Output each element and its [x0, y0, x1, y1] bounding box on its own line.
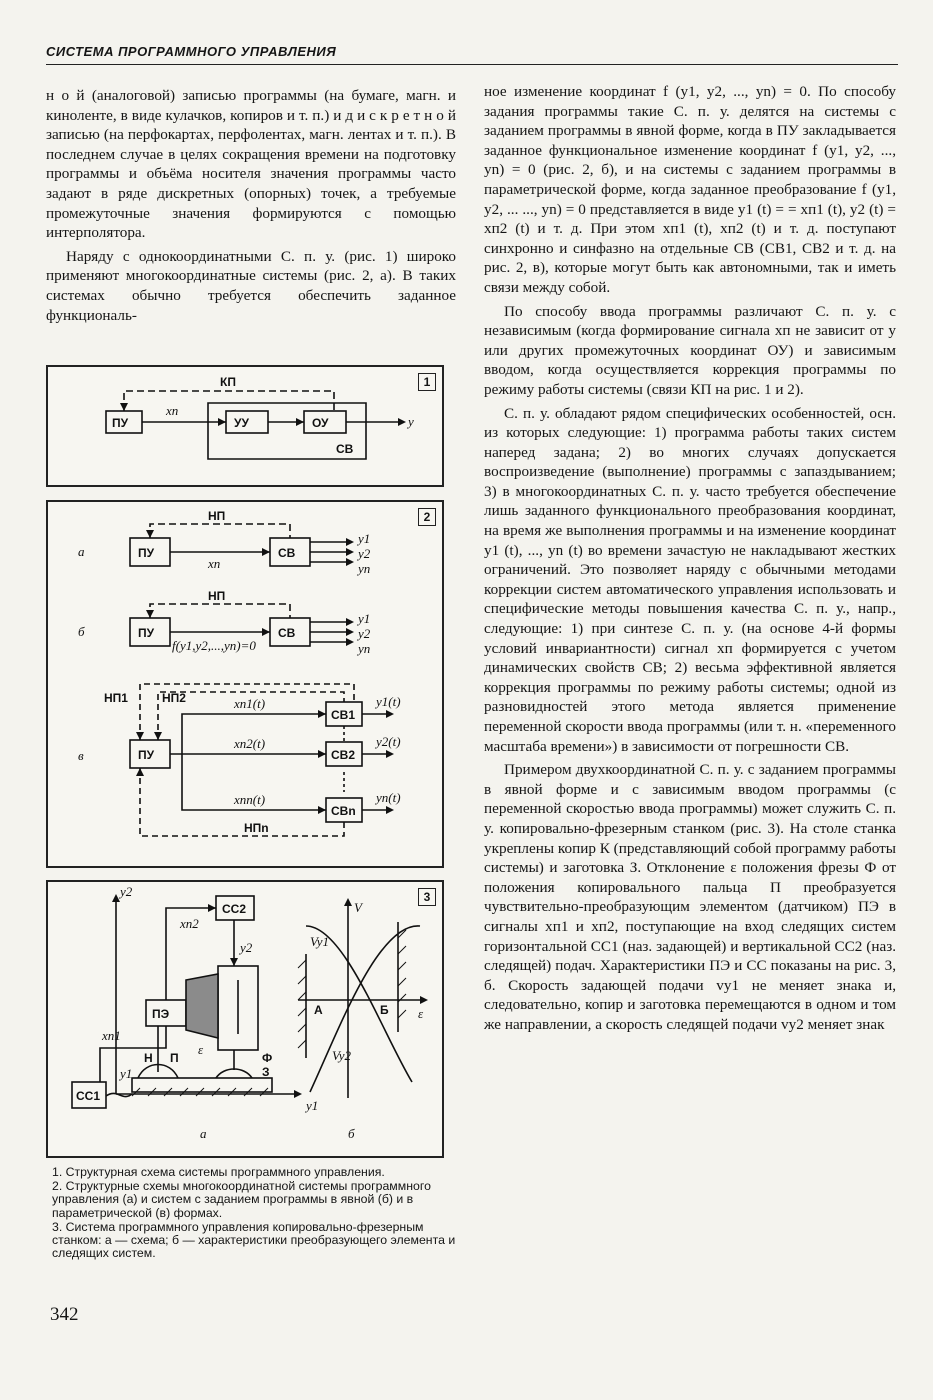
fig2-c-ynt: yn(t)	[376, 790, 401, 805]
fig1-pu-label: ПУ	[112, 416, 129, 430]
fig3-v: V	[354, 900, 362, 915]
fig3-eps-axis: ε	[418, 1006, 424, 1021]
fig2-b-y2: y2	[358, 626, 371, 641]
fig2-c-y2t: y2(t)	[376, 734, 401, 749]
fig3-b-point: Б	[380, 1003, 389, 1017]
fig2-a-y2: y2	[358, 546, 371, 561]
fig3-vy2: Vy2	[332, 1048, 352, 1063]
right-column	[484, 82, 896, 1035]
figure-1	[46, 365, 444, 487]
fig2-part-b: б	[78, 624, 85, 639]
fig3-xp2: xп2	[180, 916, 199, 931]
figure-3-number: 3	[418, 888, 436, 906]
fig3-part-a: а	[200, 1126, 207, 1141]
fig2-c-sv2: СВ2	[331, 748, 356, 762]
figure-3	[46, 880, 444, 1158]
fig3-cc1: СС1	[76, 1089, 101, 1103]
fig1-sv-label: СВ	[336, 442, 354, 456]
fig2-part-c: в	[78, 748, 84, 763]
fig3-eps: ε	[198, 1042, 204, 1057]
fig2-part-a: а	[78, 544, 85, 559]
fig2-a-yn: yn	[358, 561, 371, 576]
fig2-a-y1: y1	[358, 531, 371, 546]
figure-2	[46, 500, 444, 868]
fig3-f: Ф	[262, 1051, 273, 1065]
fig1-y-label: y	[408, 414, 414, 429]
fig1-ou-label: ОУ	[312, 416, 329, 430]
fig2-b-np: НП	[208, 589, 226, 603]
fig3-vy1: Vy1	[310, 934, 330, 949]
fig3-y1-signal: y1	[120, 1066, 133, 1081]
fig2-a-np: НП	[208, 509, 226, 523]
fig3-part-b: б	[348, 1126, 355, 1141]
fig2-b-yn: yn	[358, 641, 371, 656]
fig1-uu-label: УУ	[234, 416, 249, 430]
fig3-n: Н	[144, 1051, 153, 1065]
figure-1-number: 1	[418, 373, 436, 391]
running-header: СИСТЕМА ПРОГРАММНОГО УПРАВЛЕНИЯ	[46, 44, 337, 59]
fig1-kp-label: КП	[220, 375, 236, 389]
right-paragraph-1: ное изменение координат f (y1, y2, ..., yn) = 0. По способу задания программы такие С. п. у. делятся на системы с заданием программы в явной форме, когда в ПУ закладывается заданное функциональное изменение координат f (y1, y2, ..., yn) = 0 (рис. 2, б), и на системы с заданием программы в параметрической форме, когда заданное преобразование f (y1, y2, ... ..., yn) = 0 представляется в виде y1 (t) = = xп1 (t), y2 (t) = xп2 (t) и т. д. При этом xп1 (t), xп2 (t) и т. д. поступают синхронно и синфазно на отдельные СВ (СВ1, СВ2 и т. д. на рис. 2, в), которые могут быть как автономными, так и иметь связи между собой.	[484, 83, 896, 296]
fig3-cc2: СС2	[222, 902, 247, 916]
fig3-y2-axis: y2	[120, 884, 133, 899]
fig2-b-pu: ПУ	[138, 626, 155, 640]
fig2-c-y1t: y1(t)	[376, 694, 401, 709]
fig2-c-np2: НП2	[162, 691, 186, 705]
right-paragraph-2: По способу ввода программы различают С. п. у. с независимым (когда формирование сигнала xп не зависит от y или других промежуточных координат ОУ) и зависимым вводом, когда осуществляется коррекция программы по режиму работы системы (связи КП на рис. 1 и 2).	[484, 302, 896, 398]
fig3-xp1: xп1	[102, 1028, 121, 1043]
caption-1: 1. Структурная схема системы программного управления.	[52, 1165, 385, 1179]
right-paragraph-4: Примером двухкоординатной С. п. у. с заданием программы в явной форме и с зависимым вводом программы (с переменной скоростью ввода программы) может служить С. п. у. копировально-фрезерным станком (рис. 3). На столе станка укреплены копир К (представляющий собой программу работы системы) и заготовка З. Отклонение ε положения фрезы Ф от положения копировального пальца П преобразуется чувствительно-преобразующим элементом (датчиком) ПЭ в сигналы xп1 и xп2, поступающие на вход следящих систем горизонтальной СС1 (наз. задающей) и вертикальной СС2 (наз. следящей) подач. Характеристики ПЭ и СС показаны на рис. 3, б. Скорость задающей подачи vy1 не меняет знака и, следовательно, копир и заготовка перемещаются в одном и том же направлении, а скорость следящей подачи vy2 меняет знак	[484, 761, 897, 1033]
page-number: 342	[50, 1304, 79, 1325]
fig2-c-svn: СВn	[331, 804, 356, 818]
fig2-b-y1: y1	[358, 611, 371, 626]
fig2-c-np1: НП1	[104, 691, 128, 705]
caption-2: 2. Структурные схемы многокоординатной системы программного управления (а) и систем с заданием программы в явной (б) и в параметрической (в) формах.	[52, 1179, 431, 1220]
caption-3: 3. Система программного управления копировально-фрезерным станком: а — схема; б — характеристики преобразующего элемента и следящих систем.	[52, 1219, 456, 1261]
fig2-c-sv1: СВ1	[331, 708, 356, 722]
fig2-a-xp: xп	[208, 556, 221, 571]
fig2-a-sv: СВ	[278, 546, 296, 560]
right-paragraph-3: С. п. у. обладают рядом специфических особенностей, осн. из которых следующие: 1) программа работы таких систем наперед задана; 2) во многих случаях допускается воспроизведение (выполнение) программы с запаздыванием; 3) в многокоординатных С. п. у. часто требуется обеспечение лишь заданного функционального преобразования координат, на время же выполнения программы и на изменение координат y1 (t), ..., yn (t) во времени зачастую не накладывают жестких ограничений. Это позволяет наряду с обычными методами коррекции систем автоматического управления использовать и специфические методы повышения качества С. п. у., напр., следующие: 1) при синтезе С. п. у. (на основе 4-й формы условий инвариантности) сигнал xп формируется с учетом динамических свойств СВ; 2) весьма эффективной является коррекция программы по режиму работы системы; одной из разновидностей этого метода является применение переменной скорости ввода программы (или т. н. «переменного масштаба времени») в зависимости от погрешности СВ.	[484, 404, 896, 755]
fig1-xp-label: xп	[166, 403, 179, 418]
fig2-c-xp1t: xп1(t)	[234, 696, 266, 711]
fig3-z: З	[262, 1065, 270, 1079]
fig2-b-func: f(y1,y2,...,yn)=0	[172, 638, 256, 653]
fig3-a-point: А	[314, 1003, 323, 1017]
fig2-c-npn: НПn	[244, 821, 269, 835]
fig2-c-xpnt: xпn(t)	[234, 792, 266, 807]
left-paragraph-2: Наряду с однокоординатными С. п. у. (рис. 1) широко применяют многокоординатные системы (рис. 2, а). В таких системах обычно требуется обеспечить заданное функциональ-	[46, 247, 456, 324]
fig3-p: П	[170, 1051, 179, 1065]
fig3-pe: ПЭ	[152, 1007, 170, 1021]
fig2-a-pu: ПУ	[138, 546, 155, 560]
figure-2-number: 2	[418, 508, 436, 526]
left-paragraph-1: н о й (аналоговой) записью программы (на бумаге, магн. и киноленте, в виде кулачков, копиров и т. п.) и д и с к р е т н о й записью (на перфокартах, перфолентах, магн. лентах и т. п.). В последнем случае в целях сокращения времени на подготовку программы и объёма носителя значения программы часто задают в ряде дискретных (опорных) точек, а требуемые промежуточные значения формируются с помощью интерполятора.	[46, 87, 456, 242]
fig3-y2-signal: y2	[240, 940, 253, 955]
fig2-b-sv: СВ	[278, 626, 296, 640]
left-column	[46, 86, 456, 325]
fig3-y1-axis: y1	[306, 1098, 319, 1113]
fig2-c-xp2t: xп2(t)	[234, 736, 266, 751]
figure-captions	[52, 1166, 462, 1261]
fig2-c-pu: ПУ	[138, 748, 155, 762]
header-rule	[46, 64, 898, 65]
